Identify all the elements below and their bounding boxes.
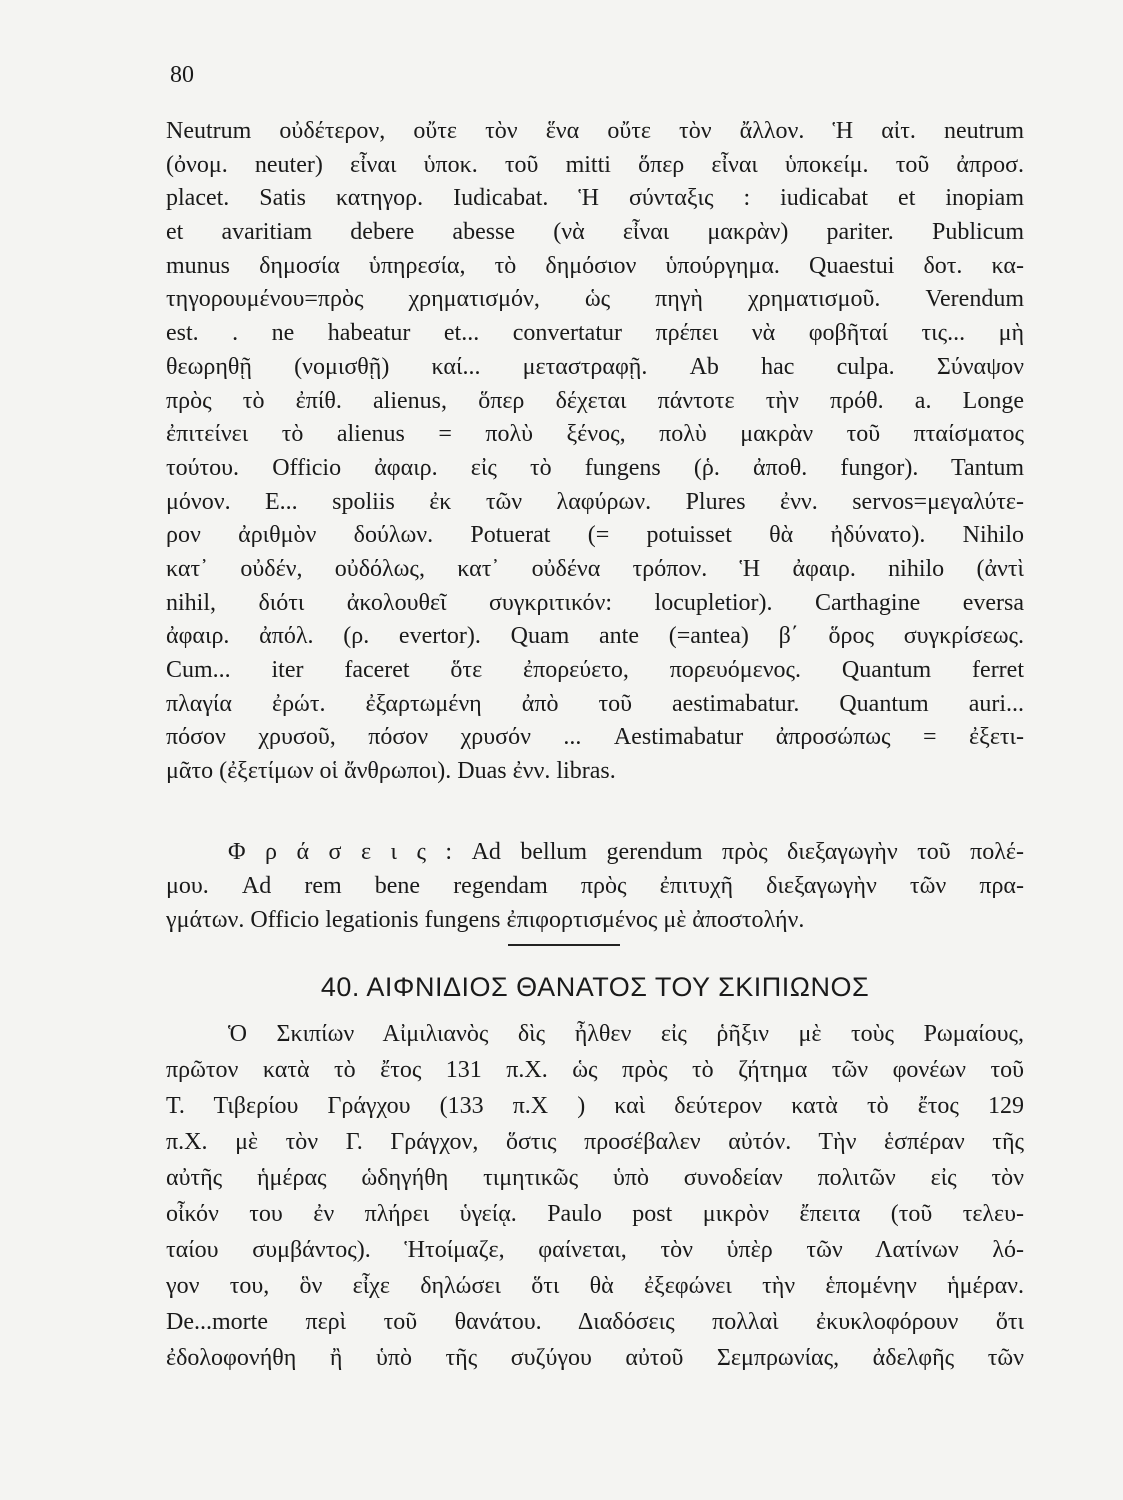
text-line: Neutrum οὐδέτερον, οὔτε τὸν ἕνα οὔτε τὸν ἄλλον. Ἡ αἰτ. neutrum (166, 118, 1024, 144)
text-line: ρον ἀριθμὸν δούλων. Potuerat (= potuisset θὰ ἠδύνατο). Nihilo (166, 522, 1024, 549)
text-line: munus δημοσία ὑπηρεσία, τὸ δημόσιον ὑπούργημα. Quaestui δοτ. κα- (166, 252, 1024, 279)
text-line: οἶκόν του ἐν πλήρει ὑγείᾳ. Paulo post μικρὸν ἔπειτα (τοῦ τελευ- (166, 1201, 1024, 1227)
text-line: γμάτων. Officio legationis fungens ἐπιφορτισμένος μὲ ἀποστολήν. (166, 907, 805, 933)
text-line: ἀφαιρ. ἀπόλ. (ρ. evertor). Quam ante (=antea) β΄ ὅρος συγκρίσεως. (166, 623, 1024, 650)
text-line: Τ. Τιβερίου Γράγχου (133 π.Χ ) καὶ δεύτερον κατὰ τὸ ἔτος 129 (166, 1093, 1024, 1119)
text-line: nihil, διότι ἀκολουθεῖ συγκριτικόν: locupletior). Carthagine eversa (166, 589, 1024, 616)
text-line: γον του, ὃν εἶχε δηλώσει ὅτι θὰ ἐξεφώνει τὴν ἑπομένην ἡμέραν. (166, 1273, 1024, 1299)
text-line: πόσον χρυσοῦ, πόσον χρυσόν ... Aestimabatur ἀπροσώπως = ἐξετι- (166, 724, 1024, 751)
text-line: placet. Satis κατηγορ. Iudicabat. Ἡ σύνταξις : iudicabat et inopiam (166, 185, 1024, 212)
text-line: μᾶτο (ἐξετίμων οἱ ἄνθρωποι). Duas ἐνν. libras. (166, 758, 616, 785)
text-line: θεωρηθῇ (νομισθῇ) καί... μεταστραφῇ. Ab hac culpa. Σύναψον (166, 353, 1024, 380)
text-line: μόνον. E... spoliis ἐκ τῶν λαφύρων. Plures ἐνν. servos=μεγαλύτε- (166, 488, 1024, 515)
text-line: αὐτῆς ἡμέρας ὡδηγήθη τιμητικῶς ὑπὸ συνοδείαν πολιτῶν εἰς τὸν (166, 1165, 1024, 1191)
text-line: τηγορουμένου=πρὸς χρηματισμόν, ὡς πηγὴ χρηματισμοῦ. Verendum (166, 286, 1024, 313)
text-line: τούτου. Officio ἀφαιρ. εἰς τὸ fungens (ῥ. ἀποθ. fungor). Tantum (166, 454, 1024, 481)
text-line: μου. Ad rem bene regendam πρὸς ἐπιτυχῆ διεξαγωγὴν τῶν πρα- (166, 873, 1024, 899)
commentary-notes (166, 115, 1024, 789)
text-line: ταίου συμβάντος). Ἡτοίμαζε, φαίνεται, τὸν ὑπὲρ τῶν Λατίνων λό- (166, 1237, 1024, 1263)
text-line: πρῶτον κατὰ τὸ ἔτος 131 π.Χ. ὡς πρὸς τὸ ζήτημα τῶν φονέων τοῦ (166, 1057, 1024, 1083)
text-line: πρὸς τὸ ἐπίθ. alienus, ὅπερ δέχεται πάντοτε τὴν πρόθ. a. Longe (166, 387, 1024, 414)
phrases-section (166, 835, 1024, 937)
text-line: ἐδολοφονήθη ἢ ὑπὸ τῆς συζύγου αὐτοῦ Σεμπρωνίας, ἀδελφῆς τῶν (166, 1345, 1024, 1371)
text-line: π.Χ. μὲ τὸν Γ. Γράγχον, ὅστις προσέβαλεν αὐτόν. Τὴν ἑσπέραν τῆς (166, 1129, 1024, 1155)
text-line: πλαγία ἐρώτ. ἐξαρτωμένη ἀπὸ τοῦ aestimabatur. Quantum auri... (166, 690, 1024, 717)
text-line: est. . ne habeatur et... convertatur πρέπει νὰ φοβῆταί τις... μὴ (166, 320, 1024, 347)
text-line: Ὁ Σκιπίων Αἰμιλιανὸς δὶς ἦλθεν εἰς ῥῆξιν μὲ τοὺς Ρωμαίους, (228, 1021, 1024, 1047)
text-line: et avaritiam debere abesse (νὰ εἶναι μακρὰν) pariter. Publicum (166, 219, 1024, 246)
text-line: Φ ρ ά σ ε ι ς : Ad bellum gerendum πρὸς διεξαγωγὴν τοῦ πολέ- (228, 839, 1024, 865)
page-number: 80 (170, 62, 194, 88)
text-line: (ὀνομ. neuter) εἶναι ὑποκ. τοῦ mitti ὅπερ εἶναι ὑποκείμ. τοῦ ἀπροσ. (166, 151, 1024, 178)
text-line: De...morte περὶ τοῦ θανάτου. Διαδόσεις πολλαὶ ἐκυκλοφόρουν ὅτι (166, 1309, 1024, 1335)
section-title: 40. ΑΙΦΝΙΔΙΟΣ ΘΑΝΑΤΟΣ ΤΟΥ ΣΚΙΠΙΩΝΟΣ (320, 972, 870, 1002)
text-line: ἐπιτείνει τὸ alienus = πολὺ ξένος, πολὺ μακρὰν τοῦ πταίσματος (166, 421, 1024, 448)
text-line: κατ᾽ οὐδέν, οὐδόλως, κατ᾽ οὐδένα τρόπον. Ἡ ἀφαιρ. nihilo (ἀντὶ (166, 555, 1024, 582)
text-line: Cum... iter faceret ὅτε ἐπορεύετο, πορευόμενος. Quantum ferret (166, 657, 1024, 683)
section-divider (508, 944, 620, 946)
section-body-text (166, 1016, 1024, 1376)
